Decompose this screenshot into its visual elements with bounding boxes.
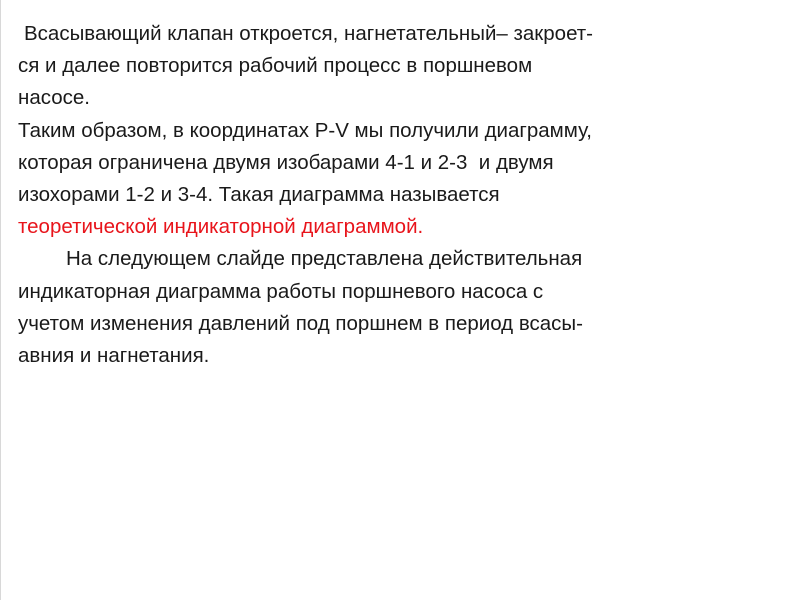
paragraph-2-line: которая ограничена двумя изобарами 4-1 и 2-3 и двумя: [18, 150, 554, 174]
paragraph-3-line: авния и нагнетания.: [18, 344, 210, 368]
paragraph-3-line: На следующем слайде представлена действительная: [66, 247, 583, 271]
paragraph-1-line: ся и далее повторится рабочий процесс в поршневом: [18, 54, 533, 78]
paragraph-2-line: Таким образом, в координатах P-V мы получили диаграмму,: [18, 118, 592, 142]
paragraph-2: [18, 115, 788, 244]
paragraph-2-line: изохорами 1-2 и 3-4. Такая диаграмма называется: [18, 183, 500, 207]
paragraph-3: [18, 243, 788, 372]
highlighted-term: теоретической индикаторной диаграммой.: [18, 215, 424, 239]
slide-left-border: [0, 0, 1, 600]
paragraph-3-line: учетом изменения давлений под поршнем в период всасы-: [18, 311, 583, 335]
paragraph-1-line: Всасывающий клапан откроется, нагнетательный– закроет-: [24, 22, 594, 45]
paragraph-1-line: насосе.: [18, 86, 90, 110]
paragraph-3-line: индикаторная диаграмма работы поршневого насоса с: [18, 279, 544, 303]
slide-text-block: [18, 18, 788, 372]
paragraph-1: [18, 18, 788, 115]
